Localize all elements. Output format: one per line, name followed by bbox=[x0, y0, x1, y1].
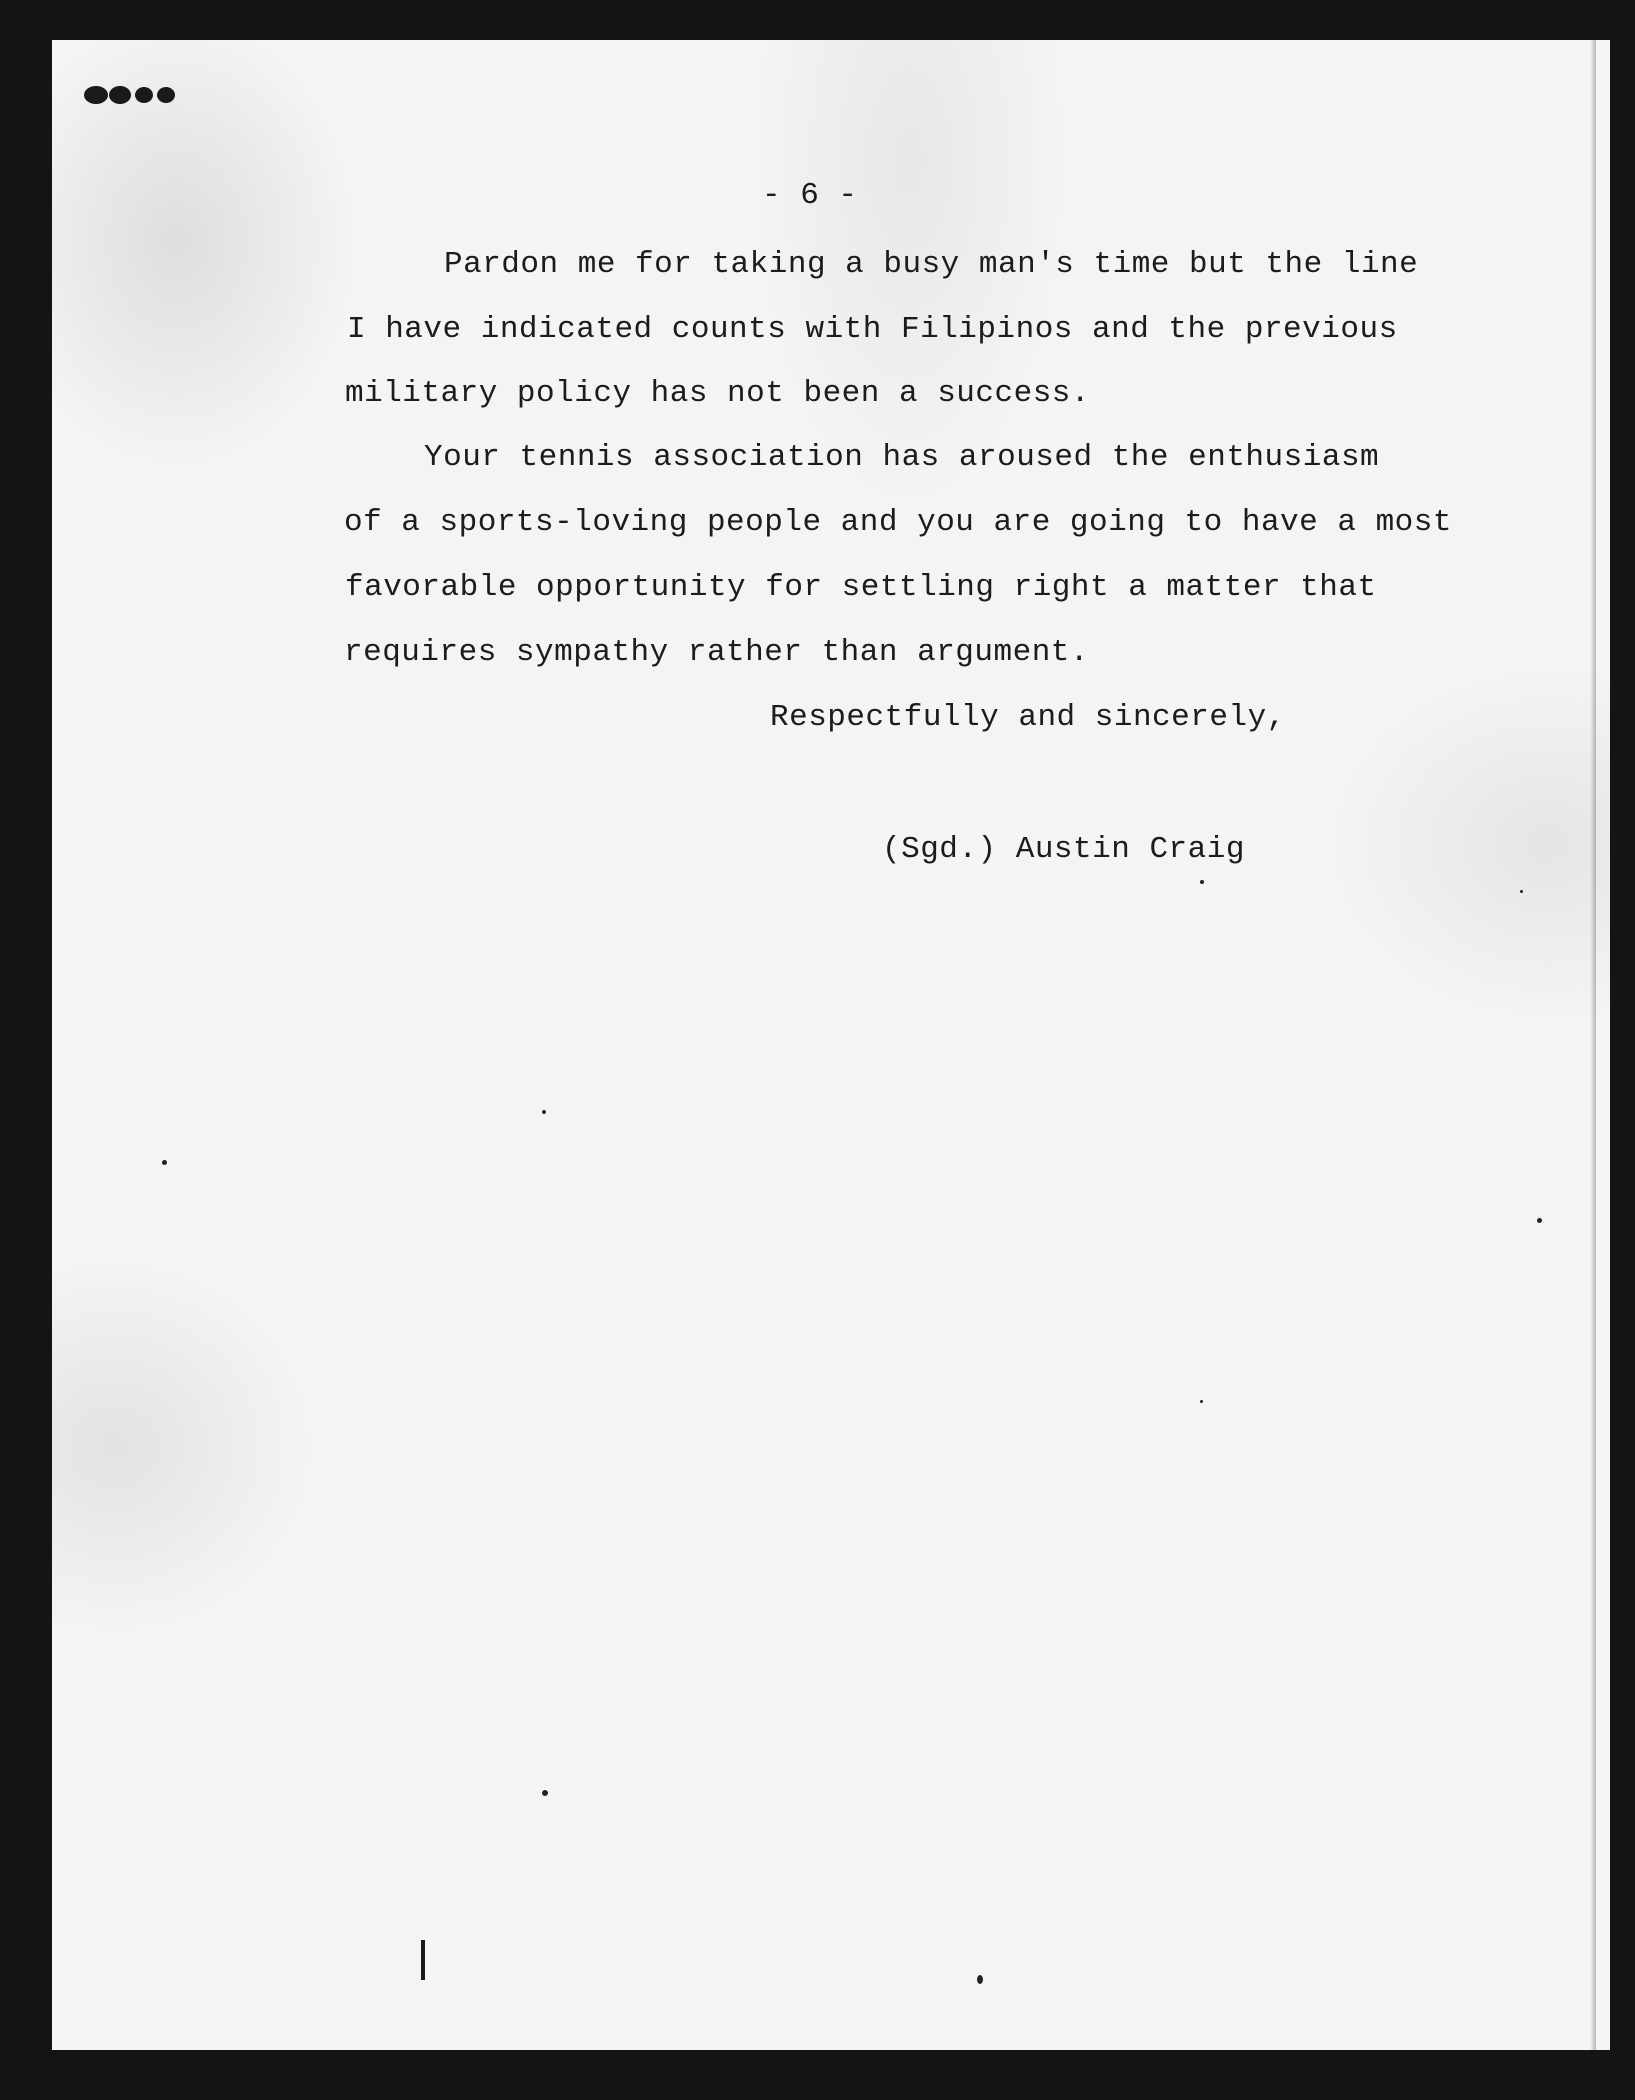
dust-speck bbox=[1520, 890, 1523, 893]
dust-speck bbox=[977, 1975, 983, 1984]
dust-speck bbox=[162, 1160, 167, 1165]
paragraph-1-line-1: Pardon me for taking a busy man's time but the line bbox=[444, 247, 1419, 282]
dust-speck bbox=[542, 1790, 548, 1796]
ink-blot-marks bbox=[82, 80, 192, 110]
paragraph-1-line-2: I have indicated counts with Filipinos and the previous bbox=[347, 312, 1398, 347]
paragraph-2-line-2: of a sports-loving people and you are going to have a most bbox=[344, 505, 1452, 540]
dust-speck bbox=[1537, 1218, 1542, 1223]
dust-speck bbox=[542, 1110, 546, 1114]
paragraph-2-line-3: favorable opportunity for settling right a matter that bbox=[345, 570, 1377, 605]
signature-line: (Sgd.) Austin Craig bbox=[882, 832, 1245, 867]
scan-artifact-mark bbox=[421, 1940, 425, 1980]
dust-speck bbox=[1200, 880, 1204, 884]
page-number: - 6 - bbox=[762, 178, 858, 213]
closing-salutation: Respectfully and sincerely, bbox=[770, 700, 1286, 735]
paragraph-1-line-3: military policy has not been a success. bbox=[345, 376, 1091, 411]
page-edge-shadow bbox=[1590, 40, 1596, 2050]
letter-page bbox=[52, 40, 1610, 2050]
dust-speck bbox=[1200, 1400, 1203, 1403]
paragraph-2-line-1: Your tennis association has aroused the enthusiasm bbox=[424, 440, 1380, 475]
paragraph-2-line-4: requires sympathy rather than argument. bbox=[344, 635, 1090, 670]
